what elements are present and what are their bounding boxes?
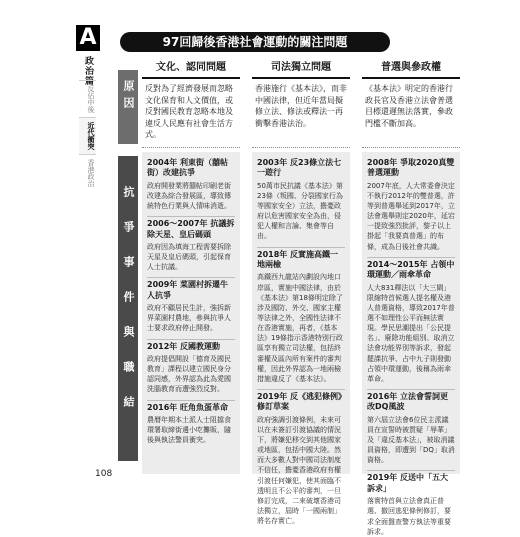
divider [147,339,235,340]
divider [257,389,345,390]
event-title: 2009年 菜園村拆遷牛人抗爭 [147,280,229,300]
page-number: 108 [95,469,113,479]
event-title: 2003年 反23條立法七一遊行 [257,158,342,178]
column-culture [142,56,240,474]
column-header: 司法獨立問題 [252,56,350,79]
event-text: 50萬市民抗議《基本法》第23條（叛國、分裂國家行為等國家安全）立法，擔憂政府以危害國家安全為由，侵犯人權和言論、集會等自由。 [257,181,343,241]
divider [257,247,345,248]
event-title: 2004年 利東街（囍帖街）改建抗爭 [147,158,229,178]
divider [367,257,455,258]
side-tab-3[interactable]: 香港政治 [79,154,96,191]
column-intro: 香港施行《基本法》，而非中國法律，但近年當局擬修立法、修法或釋法一再衝擊香港法治。 [252,79,350,148]
side-margin [0,0,113,500]
event-text: 2007年底，人大常委會決定不執行2012年的雙普選，許等到普選舉延到2017年，立法會選舉則定2020年，延宕一提致強烈批評，黎子以上掛起「我要真普選」的布條，成為日後社會共識。 [367,181,455,251]
side-tab-1[interactable]: 反佔中後 [79,80,96,117]
event-title: 2019年 反《逃犯條例》修訂草案 [257,391,343,412]
comparison-table [118,56,468,536]
event-text: 政府提倡開設「德育及國民教育」課程以建立國民身分認同感，外界認為此為愛國洗腦教育而遭強烈反對。 [147,355,231,394]
event-list [142,152,240,474]
event-title: 2014～2015年 占領中環運動／雨傘革命 [367,259,455,280]
event-text: 政府開發業將囍帖印刷老街改建為綜合發展區，導致傳統特色行業與人情味消逝。 [147,181,231,211]
event-text: 政府不顧居民生計，強拆新界菜園村農地，參與抗爭人士要求政府停止開發。 [147,304,231,333]
divider [147,216,235,217]
divider [367,470,455,471]
event-text: 落實特首與立法會真正普選、撤回逃犯條例修訂，要求全面盤查警方執法等重要訴求。 [367,497,451,536]
event-title: 2016年 立法會誓詞更改DQ風波 [367,391,449,412]
event-title: 2018年 反實施高鐵一地兩檢 [257,249,339,270]
column-judicial [252,56,350,526]
event-title: 2016年 旺角魚蛋革命 [147,402,229,412]
row-label-cause: 原因 [118,70,138,144]
chapter-title: 政治篇 [83,56,93,86]
event-text: 人大831釋法以「大三閘」限縮特首候選人提名權及港人普選資格，導致2017年普選不如理性公平而無法實現。學民思潮提出「公民提名」、廢除功能組別、取消立法會功能界別等訴求，發起罷課抗爭、占中九子則發動占領中環運動，後稱為雨傘革命。 [367,283,455,383]
divider [147,277,235,278]
event-title: 2008年 爭取2020真雙普選運動 [367,158,455,178]
column-suffrage [362,56,460,536]
chapter-letter: A [76,25,100,51]
row-label-events: 抗爭事件與職結 [118,156,138,461]
column-header: 文化、認同問題 [142,56,240,79]
divider [147,400,235,401]
event-text: 第六屆立法會6位民主派議員在宣誓時被質疑「辱華」及「違反基本法」，被取消議員資格，即遭到「DQ」取消資格。 [367,415,455,465]
event-list [362,152,460,536]
event-title: 2019年 反送中「五大訴求」 [367,473,449,493]
event-title: 2012年 反國教運動 [147,341,221,351]
page-title: 97回歸後香港社會運動的關注問題 [120,32,390,52]
event-text: 高鐵西九龍站內劃設內地口岸區，實施中國法律，由於《基本法》第18條明定除了涉及國防、外交、國家主權等法律之外，全國性法律不在香港實施，再者，《基本法》19條指示香港特別行政區享有獨立司法權，包括終審權及區內所有案件的審判權，因此外界認為一地兩檢措施違反了《基本法》。 [257,273,343,383]
event-text: 政府強調引渡條例，未來可以在未簽訂引渡協議的情況下，將嫌犯移交到其他國家或地區，包括中國大陸。然而大多數人對中國司法制度不信任，擔憂香港政府有權引渡任何嫌犯，使其面臨不透明且不公平的審判，一旦修訂完成，二來破壞香港司法獨立，屆時「一國兩制」將名存實亡。 [257,415,341,526]
divider [367,389,455,390]
column-intro: 《基本法》明定的香港行政長官及香港立法會普選目標還遲無法落實，參政門檻不斷加高。 [362,79,460,148]
event-text: 政府因為填海工程需要拆除天星及皇后碼頭，引起保育人士抗議。 [147,242,231,272]
event-title: 2006～2007年 抗議拆除天星、皇后碼頭 [147,219,235,239]
side-tab-2[interactable]: 近代衝突 [79,117,96,154]
column-header: 普選與參政權 [362,56,460,79]
event-text: 農曆年期本土派人士阻擋食環署取締街邊小吃攤販，隨後與執法警員衝突。 [147,415,231,445]
chapter-tabs [79,80,96,191]
column-intro: 反對為了經濟發展而忽略文化保育和人文價值，或反對國民教育忽略本地及違反人民應有社會生活方式。 [142,79,240,148]
event-list [252,152,350,526]
